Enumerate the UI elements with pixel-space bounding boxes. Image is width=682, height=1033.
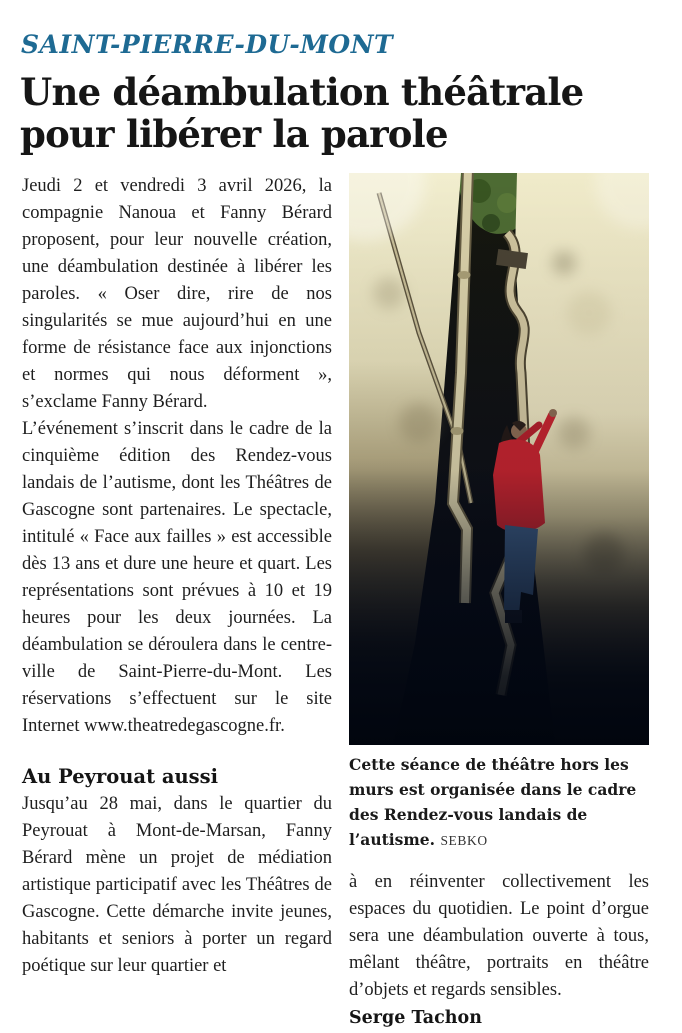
author-byline: Serge Tachon (349, 1008, 482, 1028)
photo-vignette (349, 173, 649, 745)
left-column (22, 173, 332, 1028)
section-kicker: SAINT-PIERRE-DU-MONT (21, 30, 394, 59)
article-columns (22, 173, 649, 1028)
photo-caption-text: Cette séance de théâtre hors les murs est organisée dans le cadre des Rendez-vous landais de l’autisme. (349, 755, 637, 849)
article-photo-figure (349, 173, 649, 853)
paragraph-event: L’événement s’inscrit dans le cadre de la cinquième édition des Rendez-vous landais de l’autisme, dont les Théâtres de Gascogne sont partenaires. Le spectacle, intitulé « Face aux failles » est accessible dès 13 ans et dure une heure et quart. Les représentations sont prévues à 10 et 19 heures pour les deux journées. La déambulation se déroulera dans le centre-ville de Saint-Pierre-du-Mont. Les réservations s’effectuent sur le site Internet www.theatredegascogne.fr. (22, 419, 332, 736)
paragraph-continuation: à en réinventer collectivement les espaces du quotidien. Le point d’orgue sera une déambulation ouverte à tous, mêlant théâtre, portraits en théâtre d’objets et regards sensibles. (349, 872, 649, 1000)
photo-credit: SEBKO (440, 833, 488, 848)
subhead-peyrouat: Au Peyrouat aussi (22, 765, 219, 788)
photo-caption (349, 752, 649, 853)
article-headline: Une déambulation théâtrale pour libérer la parole (20, 70, 584, 156)
paragraph-intro: Jeudi 2 et vendredi 3 avril 2026, la compagnie Nanoua et Fanny Bérard proposent, pour leur nouvelle création, une déambulation destinée à libérer les paroles. « Oser dire, rire de nos singularités se mue aujourd’hui en une forme de résistance face aux injonctions et normes qui nous déforment », s’exclame Fanny Bérard. (22, 176, 332, 412)
right-column (349, 173, 649, 1028)
paragraph-peyrouat: Jusqu’au 28 mai, dans le quartier du Peyrouat à Mont-de-Marsan, Fanny Bérard mène un projet de médiation artistique participatif avec les Théâtres de Gascogne. Cette démarche invite jeunes, habitants et seniors à porter un regard poétique sur leur quartier et (22, 794, 332, 976)
alley-photo (349, 173, 649, 745)
